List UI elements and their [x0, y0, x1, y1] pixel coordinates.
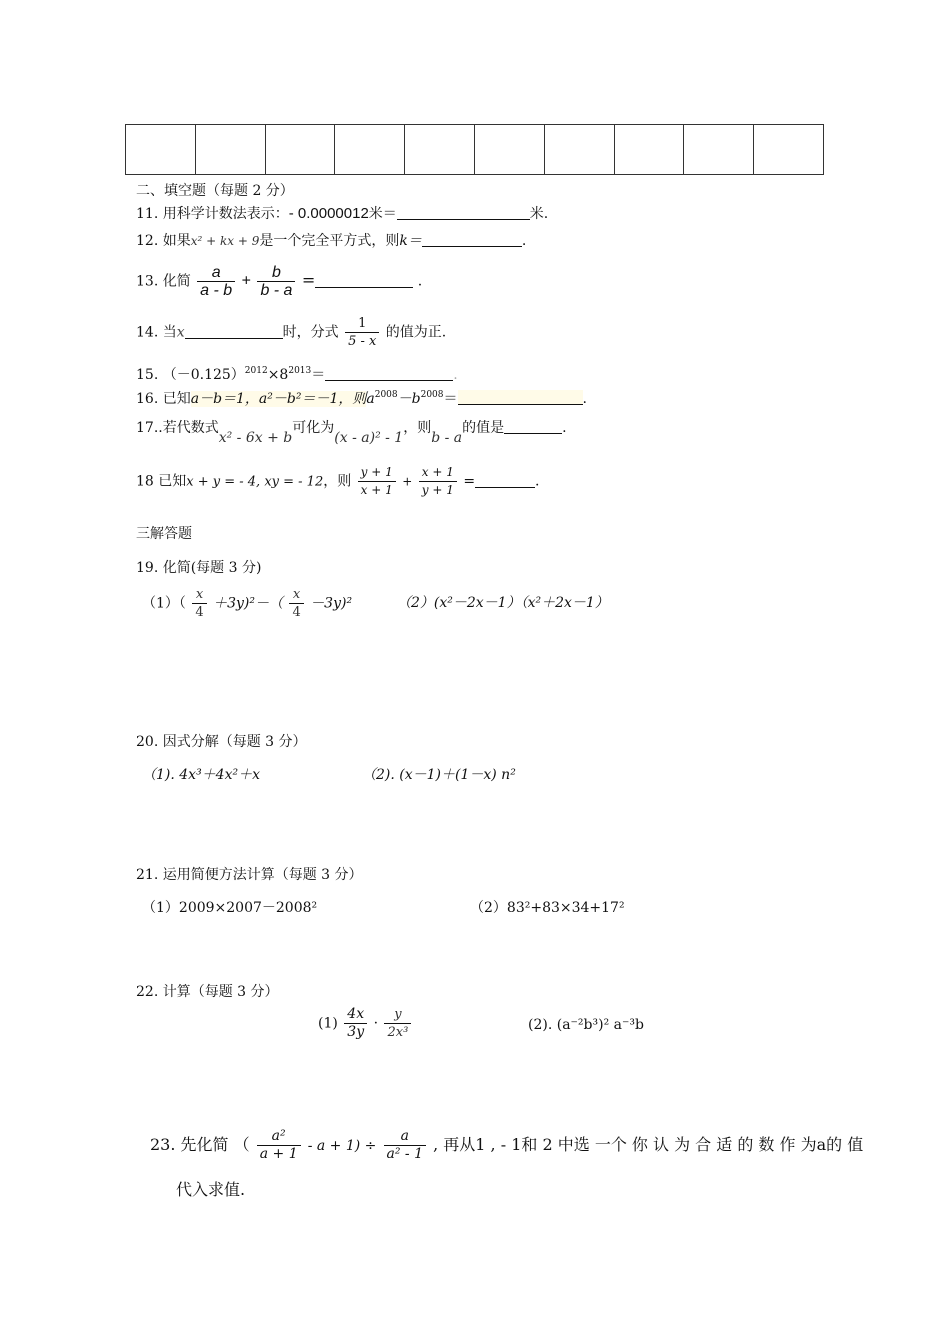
fraction: $\frac{x}{4}$: [192, 586, 206, 621]
question-23: 23. 先化简 （ $\frac{\text{a²}}{a + 1}$ - a + 1) ÷ $\frac{a}{\text{a² - 1}}$ , 再从1 , - 1和 2 中选 一个 你 认 为 合 适 的 数 作 为a的 值: [150, 1128, 864, 1162]
question-22-part-1: (1) $\frac{4x}{3y}$ · $\frac{y}{\text{2x³}}$: [318, 1006, 413, 1041]
question-22-title: 22. 计算（每题 3 分）: [136, 984, 279, 1000]
answer-cell[interactable]: [474, 125, 544, 175]
answer-cell[interactable]: [265, 125, 335, 175]
question-21-part-2: （2）83²+83×34+17²: [470, 900, 625, 916]
fraction: $\frac{\text{a²}}{a + 1}$: [257, 1128, 301, 1163]
question-14: 14. 当x 时，分式 $\frac{1}{5 - x}$ 的值为正.: [136, 316, 447, 349]
answer-blank[interactable]: [185, 324, 283, 339]
question-17: 17..若代数式x² - 6x + b可化为(x - a)² - 1，则b - a的值是 .: [136, 420, 567, 446]
section-title-solve: 三解答题: [136, 526, 192, 542]
fraction: $\frac{y + 1}{x + 1}$: [358, 464, 396, 499]
question-19-title: 19. 化简(每题 3 分): [136, 560, 262, 576]
answer-cell[interactable]: [405, 125, 475, 175]
answer-grid: [125, 124, 824, 175]
answer-blank[interactable]: [504, 419, 562, 434]
fraction: $\frac{y}{\text{2x³}}$: [384, 1006, 411, 1041]
answer-cell[interactable]: [195, 125, 265, 175]
question-16: 16. 已知a－b＝1，a²－b²＝－1，则$a^{2008}-b^{2008}=$ .: [136, 390, 587, 407]
question-19-part-1: （1）（ $\frac{x}{4}$ ＋3y)²－（ $\frac{x}{4}$ －3y)²: [142, 587, 353, 620]
answer-cell[interactable]: [335, 125, 405, 175]
answer-blank[interactable]: [422, 232, 522, 247]
question-22-part-2: (2). (a⁻²b³)² a⁻³b: [528, 1017, 644, 1033]
question-21-title: 21. 运用简便方法计算（每题 3 分）: [136, 867, 363, 883]
question-18: 18 已知x + y = - 4, xy = - 12，则 $\frac{y + 1}{x + 1}$ + $\frac{x + 1}{y + 1}$ = .: [136, 465, 540, 497]
answer-blank[interactable]: [475, 473, 535, 488]
section-title-fill-in: 二、填空题（每题 2 分）: [136, 183, 294, 199]
fraction: $\frac{a}{a - b}$: [197, 264, 235, 299]
question-12: 12. 如果x² + kx + 9是一个完全平方式，则k＝ .: [136, 233, 527, 249]
question-19-part-2: （2）(x²－2x－1）（x²＋2x－1）: [397, 595, 609, 611]
answer-cell[interactable]: [754, 125, 824, 175]
question-20-title: 20. 因式分解（每题 3 分）: [136, 734, 307, 750]
question-13: 13. 化简 $\frac{a}{a - b}$ + $\frac{b}{b - a}$ = .: [136, 264, 423, 299]
fraction: $\frac{x}{4}$: [289, 586, 303, 621]
fraction: $\frac{x + 1}{y + 1}$: [419, 464, 457, 499]
answer-cell[interactable]: [684, 125, 754, 175]
question-20-part-1: （1). 4x³＋4x²＋x: [142, 767, 260, 783]
fraction: $\frac{a}{\text{a² - 1}}$: [384, 1128, 427, 1163]
answer-cell[interactable]: [544, 125, 614, 175]
fraction: $\frac{b}{b - a}$: [257, 264, 295, 299]
answer-cell[interactable]: [126, 125, 196, 175]
answer-blank[interactable]: [325, 366, 453, 381]
answer-cell[interactable]: [614, 125, 684, 175]
question-20-part-2: （2). (x－1)＋(1－x) n²: [362, 767, 516, 783]
answer-blank[interactable]: [315, 273, 413, 288]
fraction: $\frac{1}{5 - x}$: [345, 315, 379, 350]
answer-blank[interactable]: [397, 205, 530, 220]
question-23-line-2: 代入求值.: [176, 1180, 246, 1199]
answer-blank[interactable]: [458, 390, 583, 405]
question-21-part-1: （1）2009×2007－2008²: [142, 900, 318, 916]
question-11: 11. 用科学计数法表示：- 0.0000012米＝ 米.: [136, 205, 549, 222]
question-15: 15. $(-0.125)^{2012}\times 8^{2013}=$ .: [136, 366, 458, 383]
fraction: $\frac{4x}{3y}$: [344, 1006, 367, 1041]
